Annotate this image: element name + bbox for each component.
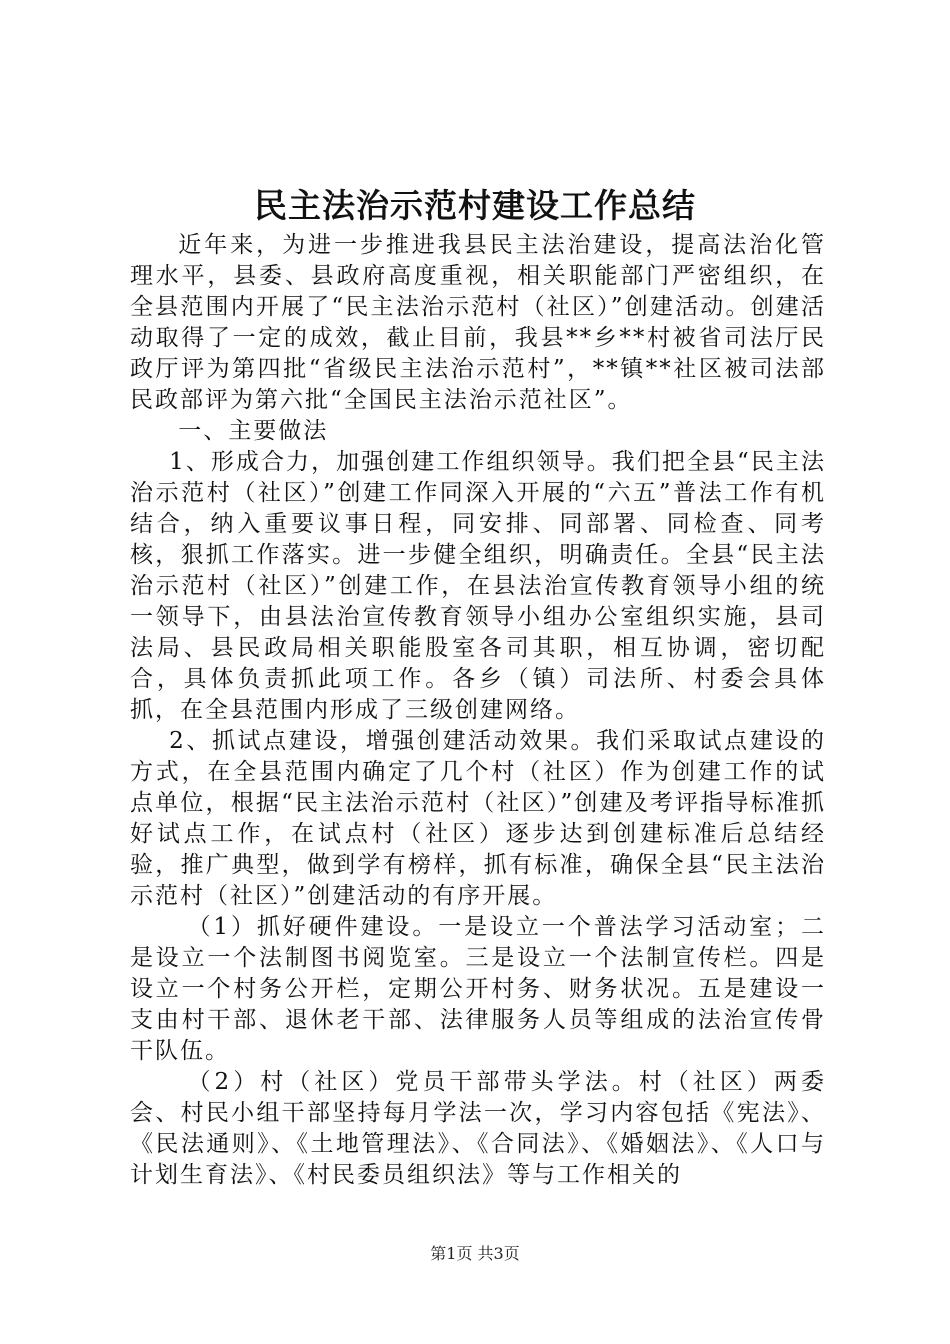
paragraph-intro: 近年来，为进一步推进我县民主法治建设，提高法治化管理水平，县委、县政府高度重视，相关职能部门严密组织，在全县范围内开展了“民主法治示范村（社区）”创建活动。创建活动取得了一定的成效，截止目前，我县**乡**村被省司法厅民政厅评为第四批“省级民主法治示范村”，**镇**社区被司法部民政部评为第六批“全国民主法治示范社区”。 bbox=[130, 232, 826, 413]
section-heading-main-practices: 一、主要做法 bbox=[178, 418, 329, 444]
paragraph-point-2: 2、抓试点建设，增强创建活动效果。我们采取试点建设的方式，在全县范围内确定了几个村（社区）作为创建工作的试点单位，根据“民主法治示范村（社区）”创建及考评指导标准抓好试点工作，在试点村（社区）逐步达到创建标准后总结经验，推广典型，做到学有榜样，抓有标准，确保全县“民主法治示范村（社区）”创建活动的有序开展。 bbox=[130, 728, 826, 909]
document-body bbox=[130, 230, 826, 1191]
page-footer: 第1页 共3页 bbox=[430, 1244, 520, 1263]
paragraph-subpoint-1: （1）抓好硬件建设。一是设立一个普法学习活动室；二是设立一个法制图书阅览室。三是设立一个法制宣传栏。四是设立一个村务公开栏，定期公开村务、财务状况。五是建设一支由村干部、退休老干部、法律服务人员等组成的法治宣传骨干队伍。 bbox=[130, 914, 826, 1064]
paragraph-point-1: 1、形成合力，加强创建工作组织领导。我们把全县“民主法治示范村（社区）”创建工作同深入开展的“六五”普法工作有机结合，纳入重要议事日程，同安排、同部署、同检查、同考核，狠抓工作落实。进一步健全组织，明确责任。全县“民主法治示范村（社区）”创建工作，在县法治宣传教育领导小组的统一领导下，由县法治宣传教育领导小组办公室组织实施，县司法局、县民政局相关职能股室各司其职，相互协调，密切配合，具体负责抓此项工作。各乡（镇）司法所、村委会具体抓，在全县范围内形成了三级创建网络。 bbox=[130, 449, 826, 723]
document-title: 民主法治示范村建设工作总结 bbox=[254, 186, 696, 225]
paragraph-subpoint-2: （2）村（社区）党员干部带头学法。村（社区）两委会、村民小组干部坚持每月学法一次，学习内容包括《宪法》、《民法通则》、《土地管理法》、《合同法》、《婚姻法》、《人口与计划生育法》、《村民委员组织法》等与工作相关的 bbox=[130, 1069, 826, 1188]
